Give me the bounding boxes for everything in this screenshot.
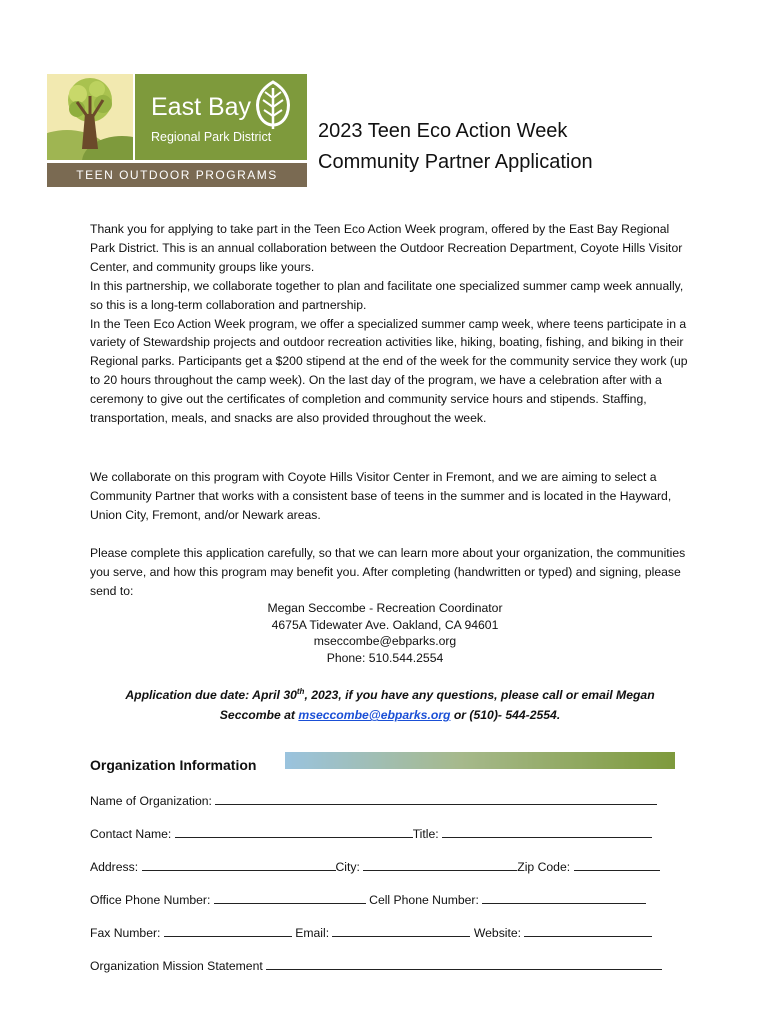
- page-title: [318, 116, 593, 178]
- instructions-section: [90, 544, 690, 601]
- office-phone-label: Office Phone Number:: [90, 893, 211, 907]
- contact-block: [190, 600, 580, 667]
- fax-field[interactable]: [164, 924, 292, 937]
- title-line-1: 2023 Teen Eco Action Week: [318, 120, 568, 142]
- intro-paragraph-1: Thank you for applying to take part in the Teen Eco Action Week program, offered by the East Bay Regional Park District. This is an annual collaboration between the Outdoor Recreation Department, Coyote Hills Visitor Center, and community groups like yours.: [90, 222, 683, 274]
- title-line-2: Community Partner Application: [318, 151, 593, 173]
- leaf-icon: [251, 80, 295, 130]
- contact-name-label: Contact Name:: [90, 827, 172, 841]
- logo-name-line2: Regional Park District: [151, 130, 272, 144]
- email-link[interactable]: mseccombe@ebparks.org: [298, 708, 451, 722]
- intro-paragraph-2: In this partnership, we collaborate together to plan and facilitate one specialized summer camp week annually, so this is a long-term collaboration and partnership.: [90, 278, 684, 312]
- contact-name-field[interactable]: [175, 825, 413, 838]
- contact-address: 4675A Tidewater Ave. Oakland, CA 94601: [271, 617, 499, 632]
- address-label: Address:: [90, 860, 139, 874]
- intro-paragraph-4: We collaborate on this program with Coyote Hills Visitor Center in Fremont, and we are aiming to select a Community Partner that works with a consistent base of teens in the summer and is located in the Hayward, Union City, Fremont, and/or Newark areas.: [90, 470, 672, 522]
- due-lead: Application due date: April 30: [125, 688, 297, 702]
- website-label: Website:: [473, 926, 522, 940]
- title-label: Title:: [412, 827, 439, 841]
- district-logo: [47, 74, 307, 187]
- partner-section: [90, 468, 690, 525]
- email-field[interactable]: [332, 924, 470, 937]
- zip-field[interactable]: [574, 858, 660, 871]
- contact-row: [90, 825, 652, 841]
- due-rest: , 2023, if you have any questions, please call or email Megan: [304, 688, 655, 702]
- title-field[interactable]: [442, 825, 652, 838]
- website-field[interactable]: [524, 924, 652, 937]
- email-label: Email:: [295, 926, 330, 940]
- section-title: Organization Information: [90, 757, 257, 773]
- cell-phone-label: Cell Phone Number:: [369, 893, 479, 907]
- phone-row: [90, 891, 646, 907]
- intro-paragraph-3: In the Teen Eco Action Week program, we offer a specialized summer camp week, where teens participate in a variety of Stewardship projects and outdoor recreation activities like, hiking, boating, fishing, and biking in their Regional parks. Participants get a $200 stipend at the end of the week for the community service they work (up to 20 hours throughout the camp week). On the last day of the program, we have a celebration after with a ceremony to give out the certificates of completion and community service hours and stipends. Staffing, transportation, meals, and snacks are also provided throughout the week.: [90, 316, 688, 426]
- mission-row: [90, 957, 662, 973]
- intro-paragraph-5: Please complete this application carefully, so that we can learn more about your organization, the communities you serve, and how this program may benefit you. After completing (handwritten or typed) and signing, please send to:: [90, 546, 686, 598]
- mission-label: Organization Mission Statement: [90, 959, 263, 973]
- contact-email: mseccombe@ebparks.org: [313, 634, 457, 649]
- org-name-row: [90, 792, 657, 808]
- due-sup: th: [296, 686, 305, 696]
- tree-illustration: [47, 74, 133, 160]
- logo-name-panel: [135, 74, 307, 160]
- intro-section: [90, 220, 690, 428]
- logo-name-line1: East Bay: [151, 93, 252, 121]
- cell-phone-field[interactable]: [482, 891, 646, 904]
- section-divider-bar: [285, 752, 675, 769]
- city-label: City:: [335, 860, 360, 874]
- zip-label: Zip Code:: [517, 860, 571, 874]
- contact-phone: Phone: 510.544.2554: [326, 651, 444, 666]
- city-field[interactable]: [363, 858, 517, 871]
- address-field[interactable]: [142, 858, 336, 871]
- tree-icon: [47, 74, 133, 160]
- logo-band: TEEN OUTDOOR PROGRAMS: [47, 163, 307, 187]
- contact-name: Megan Seccombe - Recreation Coordinator: [267, 601, 503, 615]
- address-row: [90, 858, 660, 874]
- due-line2-lead: Seccombe at: [219, 708, 299, 722]
- due-date-notice: [90, 685, 690, 725]
- due-line2-tail: or (510)- 544-2554.: [450, 708, 561, 722]
- fax-email-row: [90, 924, 652, 940]
- org-name-label: Name of Organization:: [90, 794, 212, 808]
- org-name-field[interactable]: [215, 792, 657, 805]
- mission-field[interactable]: [266, 957, 662, 970]
- office-phone-field[interactable]: [214, 891, 366, 904]
- fax-label: Fax Number:: [90, 926, 161, 940]
